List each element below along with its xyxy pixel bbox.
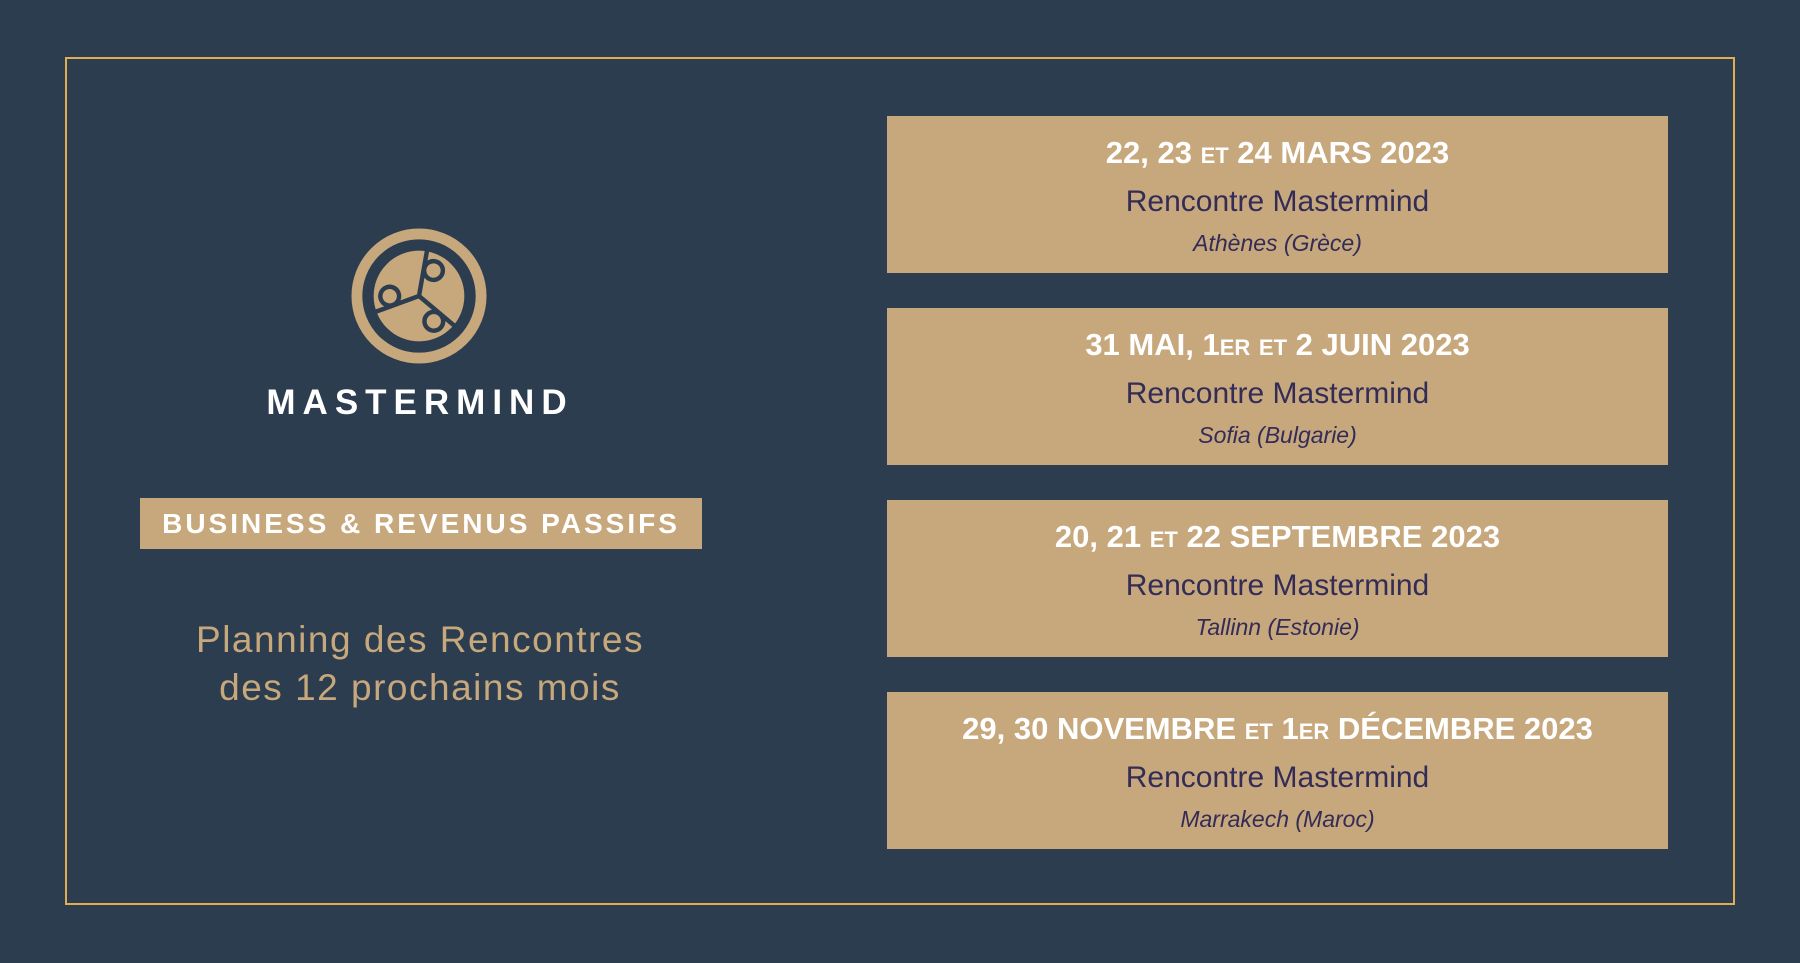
puzzle-circle-icon [350, 227, 488, 365]
date-segment: DÉCEMBRE 2023 [1329, 710, 1593, 746]
event-card [887, 692, 1668, 849]
event-location: Sofia (Bulgarie) [1198, 421, 1357, 448]
date-segment: ER [1298, 718, 1330, 744]
event-title: Rencontre Mastermind [1125, 760, 1430, 794]
date-segment: 31 MAI, 1 [1085, 326, 1220, 362]
date-segment: 22, 23 [1105, 134, 1201, 170]
event-title: Rencontre Mastermind [1125, 376, 1430, 410]
event-title: Rencontre Mastermind [1125, 568, 1430, 602]
date-segment: 24 MARS 2023 [1228, 134, 1450, 170]
tagline-banner [140, 498, 702, 549]
date-segment: 22 SEPTEMBRE 2023 [1177, 518, 1501, 554]
date-segment [1250, 327, 1259, 362]
event-card [887, 308, 1668, 465]
event-card [887, 116, 1668, 273]
date-segment: ET [1244, 718, 1273, 744]
event-title: Rencontre Mastermind [1125, 184, 1430, 218]
event-location: Marrakech (Maroc) [1180, 805, 1375, 832]
planning-subtitle-line1: Planning des Rencontres [196, 619, 644, 660]
tagline-text: BUSINESS & REVENUS PASSIFS [162, 507, 680, 539]
event-date [962, 704, 1593, 756]
event-date [1085, 320, 1469, 372]
event-card [887, 500, 1668, 657]
date-segment: 20, 21 [1054, 518, 1150, 554]
date-segment: ET [1200, 142, 1229, 168]
event-location: Athènes (Grèce) [1193, 229, 1362, 256]
date-segment: 1 [1272, 710, 1299, 746]
event-location: Tallinn (Estonie) [1195, 613, 1360, 640]
event-date [1055, 512, 1500, 564]
events-list [887, 116, 1668, 849]
planning-subtitle [66, 616, 774, 712]
puzzle-circle-svg [350, 227, 488, 365]
date-segment: ER [1219, 334, 1251, 360]
date-segment: 29, 30 NOVEMBRE [962, 710, 1245, 746]
date-segment: 2 JUIN 2023 [1287, 326, 1470, 362]
date-segment: ET [1149, 526, 1178, 552]
planning-subtitle-line2: des 12 prochains mois [219, 667, 621, 708]
date-segment: ET [1258, 334, 1288, 360]
brand-name: MASTERMIND [266, 383, 574, 422]
event-date [1106, 128, 1450, 180]
